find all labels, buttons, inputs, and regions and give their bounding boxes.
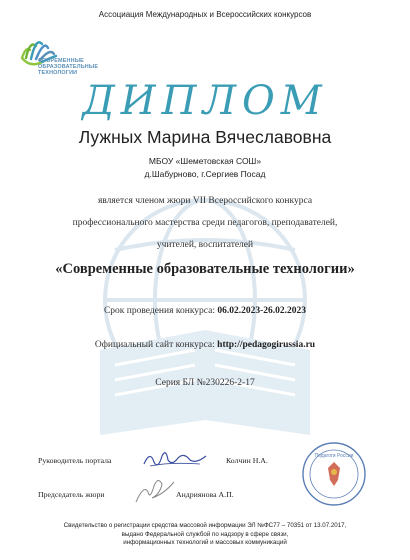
website-link[interactable]: http://pedagogirussia.ru	[217, 340, 316, 350]
website-label: Официальный сайт конкурса:	[94, 340, 215, 350]
registration-footer	[0, 522, 410, 548]
logo-line-3: ТЕХНОЛОГИИ	[38, 70, 78, 76]
jury-label: Председатель жюри	[38, 490, 105, 499]
recipient-name: Лужных Марина Вячеславовна	[78, 127, 332, 147]
series-number: Серия БЛ №230226-2-17	[155, 378, 255, 388]
organization-header: Ассоциация Международных и Всероссийских конкурсов	[98, 10, 312, 19]
role-line-3: учителей, воспитателей	[156, 240, 254, 250]
official-stamp-icon	[300, 440, 368, 508]
head-label: Руководитель портала	[38, 456, 112, 465]
stamp-text: Педагоги России	[314, 453, 354, 459]
contest-period	[0, 306, 410, 316]
head-signature-icon	[140, 446, 210, 472]
diploma-title: ДИПЛОМ	[82, 78, 328, 124]
role-line-2: профессионального мастерства среди педагогов, преподавателей,	[72, 218, 338, 228]
footer-line-3: информационных технологий и массовых коммуникаций	[123, 539, 287, 546]
role-description	[0, 190, 410, 256]
logo-text	[38, 58, 98, 76]
recipient-location: д.Шабурново, г.Сергиев Посад	[144, 169, 266, 179]
footer-line-2: выдано Федеральной службой по надзору в сфере связи,	[121, 530, 289, 538]
recipient-school: МБОУ «Шеметовская СОШ»	[148, 156, 262, 166]
footer-line-1: Свидетельство о регистрации средства массовой информации ЭЛ №ФС77 – 70351 от 13.07.2017,	[63, 522, 347, 529]
contest-name: «Современные образовательные технологии»	[55, 261, 355, 277]
logo-line-2: ОБРАЗОВАТЕЛЬНЫЕ	[38, 64, 99, 70]
role-line-1: является членом жюри VII Всероссийского конкурса	[97, 196, 313, 206]
logo-line-1: СОВРЕМЕННЫЕ	[38, 58, 84, 64]
jury-signature-icon	[130, 474, 180, 506]
recipient-school-block	[0, 155, 410, 181]
head-name: Колчин Н.А.	[226, 456, 268, 465]
contest-website	[0, 340, 410, 350]
period-value: 06.02.2023-26.02.2023	[217, 306, 307, 316]
jury-name: Андриянова А.П.	[176, 490, 234, 499]
period-label: Срок проведения конкурса:	[103, 306, 215, 316]
